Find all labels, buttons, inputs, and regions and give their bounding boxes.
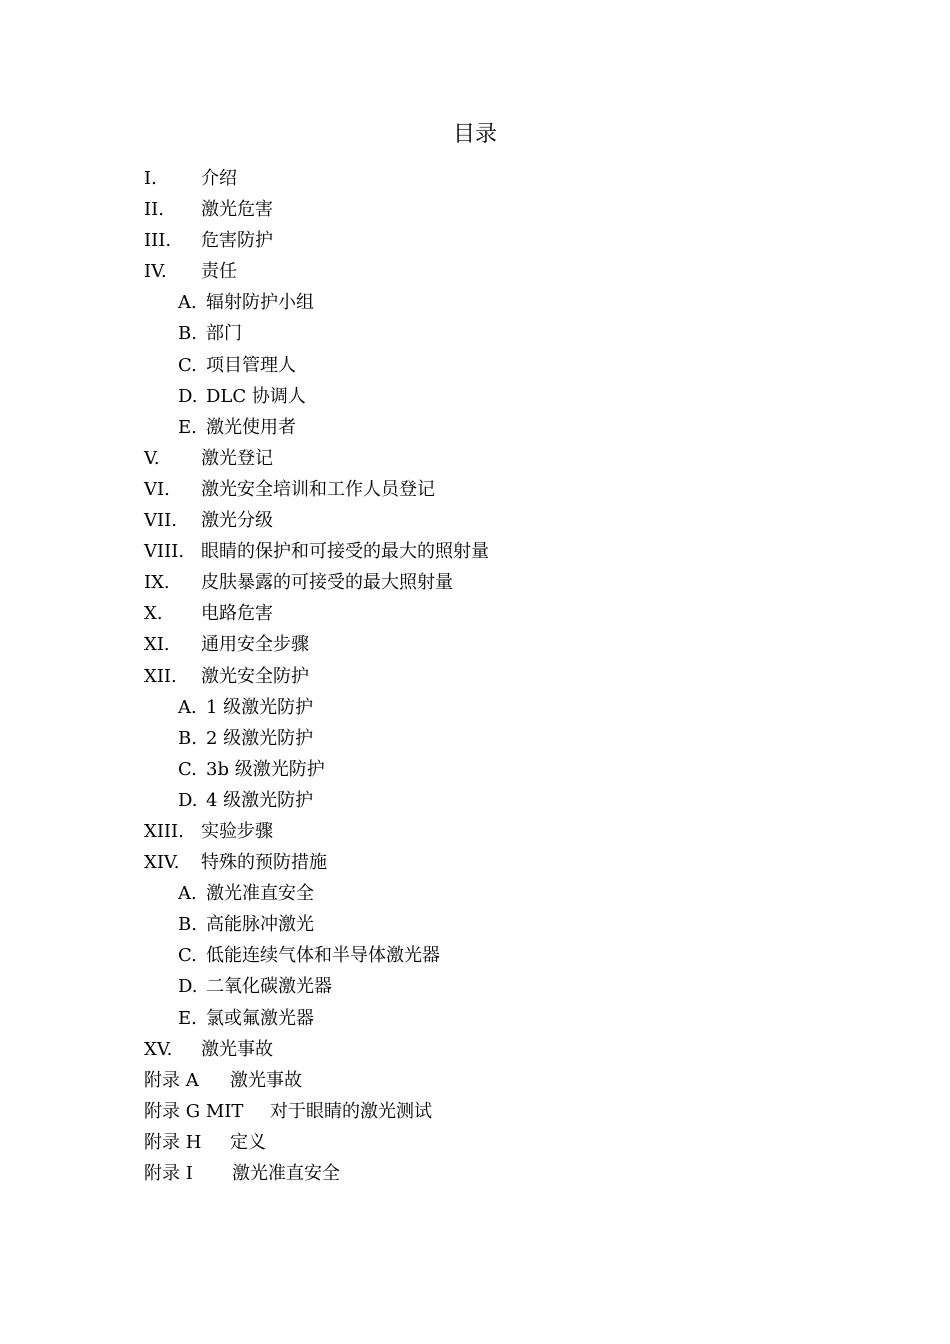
toc-entry-text: 实验步骤 [201,820,273,842]
toc-entry-number: E. [178,416,197,438]
toc-entry-text: 2 级激光防护 [206,727,314,749]
toc-subentry [144,723,844,754]
toc-entry-number: C. [178,354,197,376]
toc-entry [144,661,844,692]
toc-entry-number: XIV. [144,852,180,874]
toc-entry-text: 对于眼睛的激光测试 [270,1100,432,1122]
toc-entry-text: 部门 [206,323,242,345]
toc-entry-text: 氯或氟激光器 [206,1007,314,1029]
toc-subentry [144,1003,844,1034]
toc-entry-number: II. [144,199,164,221]
toc-entry [144,256,844,287]
toc-entry-number: X. [144,603,163,625]
toc-entry-text: 特殊的预防措施 [201,852,327,874]
toc-entry-number: XII. [144,665,177,687]
toc-entry-text: 激光登记 [201,447,273,469]
toc-entry-text: 项目管理人 [206,354,296,376]
toc-entry-text: 激光事故 [230,1069,302,1091]
toc-entry-text: 激光危害 [201,199,273,221]
toc-subentry [144,381,844,412]
toc-entry-number: B. [178,727,197,749]
toc-subentry [144,878,844,909]
toc-entry-text: 通用安全步骤 [201,634,309,656]
toc-entry-number: I. [144,168,157,189]
toc-entry-text: 高能脉冲激光 [206,914,314,936]
toc-entry-number: 附录 H [144,1131,202,1153]
toc-entry-number: 附录 G MIT [144,1100,244,1122]
toc-entry-number: D. [178,976,198,998]
toc-entry-number: D. [178,385,198,407]
toc-entry [144,443,844,474]
toc-entry [144,567,844,598]
toc-entry-number: C. [178,758,197,780]
toc-entry [144,194,844,225]
toc-entry-number: XI. [144,634,170,656]
toc-entry-text: 激光分级 [201,510,273,532]
toc-entry-number: IV. [144,261,167,283]
toc-entry-text: 激光准直安全 [232,1163,340,1184]
toc-entry [144,629,844,660]
toc-title: 目录 [452,122,497,147]
toc-entry-number: D. [178,789,198,811]
toc-entry [144,847,844,878]
toc-entry-text: 低能连续气体和半导体激光器 [206,945,440,967]
toc-entry [144,225,844,256]
toc-entry-number: E. [178,1007,197,1029]
toc-entry-text: 介绍 [201,168,237,189]
toc-entry-text: 责任 [201,261,237,283]
toc-subentry [144,350,844,381]
toc-list [144,163,844,1189]
toc-entry-number: IX. [144,572,170,594]
toc-entry-text: 二氧化碳激光器 [206,976,332,998]
toc-entry-text: 眼睛的保护和可接受的最大的照射量 [201,541,489,563]
toc-entry [144,505,844,536]
toc-entry-number: VI. [144,478,170,500]
toc-subentry [144,692,844,723]
toc-subentry [144,785,844,816]
toc-entry-text: 激光准直安全 [206,883,314,905]
toc-entry-number: 附录 A [144,1069,199,1091]
toc-entry-text: 皮肤暴露的可接受的最大照射量 [201,572,453,594]
toc-entry-text: 1 级激光防护 [206,696,314,718]
toc-subentry [144,909,844,940]
toc-entry-number: XV. [144,1038,173,1060]
toc-subentry [144,287,844,318]
toc-entry-text: 危害防护 [201,230,273,252]
toc-entry-number: VII. [144,510,177,532]
toc-entry-text: 3b 级激光防护 [206,758,325,780]
toc-entry-text: 辐射防护小组 [206,292,314,314]
toc-entry-text: 激光安全培训和工作人员登记 [201,478,435,500]
toc-entry-number: A. [178,883,197,905]
toc-appendix-entry [144,1065,844,1096]
toc-entry-number: B. [178,323,197,345]
toc-entry [144,816,844,847]
toc-entry [144,598,844,629]
toc-subentry [144,318,844,349]
toc-entry-number: A. [178,696,197,718]
toc-entry-number: C. [178,945,197,967]
toc-subentry [144,971,844,1002]
toc-entry-text: 激光安全防护 [201,665,309,687]
toc-entry-text: DLC 协调人 [206,385,306,407]
toc-entry-text: 电路危害 [201,603,273,625]
toc-entry-number: VIII. [144,541,185,563]
toc-entry-text: 激光使用者 [206,416,296,438]
toc-subentry [144,412,844,443]
toc-entry-number: B. [178,914,197,936]
toc-subentry [144,754,844,785]
toc-entry [144,1034,844,1065]
toc-entry-number: A. [178,292,197,314]
toc-entry-number: V. [144,447,160,469]
toc-appendix-entry [144,1127,844,1158]
toc-subentry [144,940,844,971]
toc-entry [144,163,844,194]
toc-appendix-entry [144,1158,844,1189]
toc-entry-number: III. [144,230,172,252]
toc-appendix-entry [144,1096,844,1127]
toc-entry-text: 定义 [230,1131,266,1153]
toc-entry-number: 附录 I [144,1163,193,1184]
toc-entry-text: 4 级激光防护 [206,789,314,811]
toc-entry-text: 激光事故 [201,1038,273,1060]
toc-entry-number: XIII. [144,820,184,842]
toc-entry [144,536,844,567]
toc-entry [144,474,844,505]
